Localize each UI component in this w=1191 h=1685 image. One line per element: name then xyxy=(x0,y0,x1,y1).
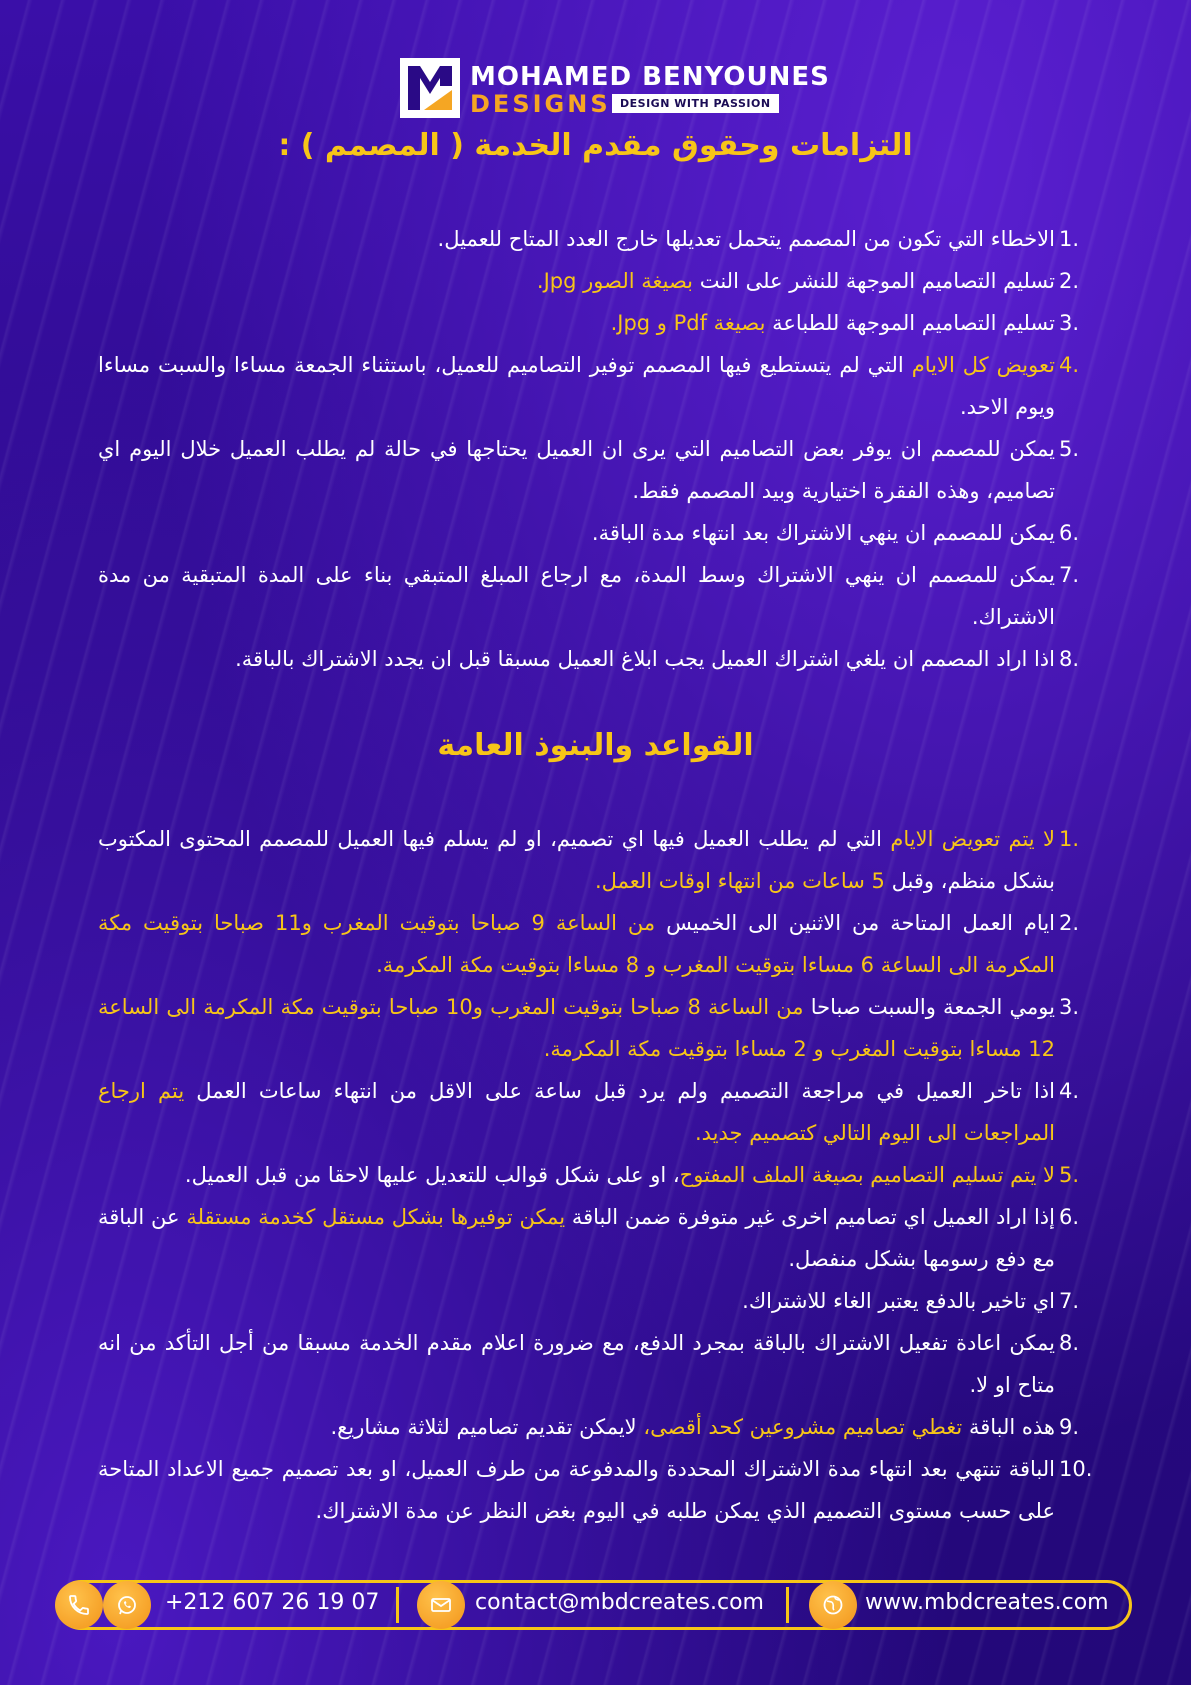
highlighted-text: يتم ارجاع المراجعات الى اليوم التالي كتصميم جديد. xyxy=(98,1079,1055,1145)
section1-title: التزامات وحقوق مقدم الخدمة ( المصمم ) : xyxy=(278,128,913,163)
item-text: هذه الباقة xyxy=(962,1415,1055,1439)
item-number: 5. xyxy=(1059,437,1080,461)
list-item xyxy=(98,344,1095,428)
contact-footer xyxy=(56,1580,1132,1630)
item-number: 6. xyxy=(1059,1205,1080,1229)
footer-divider xyxy=(786,1587,789,1623)
item-text: يمكن اعادة تفعيل الاشتراك بالباقة بمجرد الدفع، مع ضرورة اعلام مقدم الخدمة مسبقا من أجل التأكد من انه متاح او لا. xyxy=(98,1331,1055,1397)
item-number: 2. xyxy=(1059,911,1080,935)
item-number: 6. xyxy=(1059,521,1080,545)
item-text: ايام العمل المتاحة من الاثنين الى الخميس xyxy=(655,911,1055,935)
brand-header xyxy=(0,56,1191,126)
item-text: الباقة تنتهي بعد انتهاء مدة الاشتراك المحددة والمدفوعة من طرف العميل، او بعد تصميم جميع الاعداد المتاحة على حسب مستوى التصميم الذي يمكن طلبه في اليوم بغض النظر عن مدة الاشتراك. xyxy=(98,1457,1055,1523)
list-item xyxy=(98,818,1095,902)
list-item xyxy=(98,986,1095,1070)
list-item xyxy=(98,302,1095,344)
item-number: 1. xyxy=(1059,227,1080,251)
section2-list xyxy=(98,818,1095,1532)
item-number: 10. xyxy=(1059,1457,1093,1481)
item-number: 4. xyxy=(1059,1079,1080,1103)
footer-divider xyxy=(396,1587,399,1623)
list-item xyxy=(98,1280,1095,1322)
highlighted-text: من الساعة 9 صباحا بتوقيت المغرب و11 صباحا بتوقيت مكة المكرمة الى الساعة 6 مساءا بتوقيت المغرب و 8 مساءا بتوقيت مكة المكرمة. xyxy=(98,911,1055,977)
brand-tagline: DESIGN WITH PASSION xyxy=(612,94,779,113)
whatsapp-icon[interactable] xyxy=(103,1581,151,1629)
item-text: عن الباقة مع دفع رسومها بشكل منفصل. xyxy=(98,1205,1055,1271)
item-text: إذا اراد العميل اي تصاميم اخرى غير متوفرة ضمن الباقة xyxy=(565,1205,1055,1229)
list-item xyxy=(98,554,1095,638)
list-item xyxy=(98,902,1095,986)
highlighted-text: من الساعة 8 صباحا بتوقيت المغرب و10 صباحا بتوقيت مكة المكرمة الى الساعة 12 مساءا بتوقيت المغرب و 2 مساءا بتوقيت مكة المكرمة. xyxy=(98,995,1055,1061)
highlighted-text: بصيغة Pdf و Jpg. xyxy=(610,311,766,335)
website-url[interactable]: www.mbdcreates.com xyxy=(865,1590,1109,1615)
highlighted-text: يمكن توفيرها بشكل مستقل كخدمة مستقلة xyxy=(186,1205,566,1229)
list-item xyxy=(98,1406,1095,1448)
list-item xyxy=(98,1070,1095,1154)
list-item xyxy=(98,1448,1095,1532)
brand-name: MOHAMED BENYOUNES xyxy=(470,62,830,92)
globe-icon[interactable] xyxy=(809,1581,857,1629)
item-number: 7. xyxy=(1059,563,1080,587)
highlighted-text: لا يتم تسليم التصاميم بصيغة الملف المفتوح xyxy=(679,1163,1055,1187)
highlighted-text: 5 ساعات من انتهاء اوقات العمل. xyxy=(594,869,885,893)
highlighted-text: بصيغة الصور Jpg. xyxy=(536,269,694,293)
section1-list xyxy=(98,218,1095,680)
item-text: الاخطاء التي تكون من المصمم يتحمل تعديلها خارج العدد المتاح للعميل. xyxy=(437,227,1055,251)
item-text: يمكن للمصمم ان يوفر بعض التصاميم التي يرى ان العميل يحتاجها في حالة لم يطلب العميل خلال اليوم اي تصاميم، وهذه الفقرة اختيارية وبيد المصمم فقط. xyxy=(98,437,1055,503)
item-text: لايمكن تقديم تصاميم لثلاثة مشاريع. xyxy=(330,1415,644,1439)
section2-title: القواعد والبنوذ العامة xyxy=(437,728,754,763)
item-number: 3. xyxy=(1059,311,1080,335)
brand-subname: DESIGNS xyxy=(470,90,611,118)
list-item xyxy=(98,512,1095,554)
highlighted-text: لا يتم تعويض الايام xyxy=(890,827,1055,851)
item-number: 9. xyxy=(1059,1415,1080,1439)
brand-logo-icon xyxy=(398,56,462,120)
list-item xyxy=(98,1154,1095,1196)
list-item xyxy=(98,638,1095,680)
item-text: اذا تاخر العميل في مراجعة التصميم ولم يرد قبل ساعة على الاقل من انتهاء ساعات العمل xyxy=(184,1079,1055,1103)
highlighted-text: تغطي تصاميم مشروعين كحد أقصى، xyxy=(643,1415,963,1439)
highlighted-text: تعويض كل الايام xyxy=(911,353,1055,377)
item-text: اي تاخير بالدفع يعتبر الغاء للاشتراك. xyxy=(742,1289,1055,1313)
item-number: 5. xyxy=(1059,1163,1080,1187)
item-number: 3. xyxy=(1059,995,1080,1019)
item-text: تسليم التصاميم الموجهة للنشر على النت xyxy=(693,269,1055,293)
list-item xyxy=(98,260,1095,302)
list-item xyxy=(98,1196,1095,1280)
item-text: التي لم يطلب العميل فيها اي تصميم، او لم يسلم فيها العميل للمصمم المحتوى المكتوب بشكل منظم، وقبل xyxy=(98,827,1055,893)
item-text: التي لم يتستطيع فيها المصمم توفير التصاميم للعميل، باستثناء الجمعة مساءا والسبت مساءا ويوم الاحد. xyxy=(98,353,1055,419)
item-number: 2. xyxy=(1059,269,1080,293)
list-item xyxy=(98,1322,1095,1406)
item-text: يمكن للمصمم ان ينهي الاشتراك بعد انتهاء مدة الباقة. xyxy=(591,521,1055,545)
item-text: ، او على شكل قوالب للتعديل عليها لاحقا من قبل العميل. xyxy=(184,1163,680,1187)
list-item xyxy=(98,428,1095,512)
mail-icon[interactable] xyxy=(417,1581,465,1629)
email-address[interactable]: contact@mbdcreates.com xyxy=(475,1590,764,1615)
item-number: 7. xyxy=(1059,1289,1080,1313)
item-text: يمكن للمصمم ان ينهي الاشتراك وسط المدة، مع ارجاع المبلغ المتبقي بناء على المدة المتبقية من مدة الاشتراك. xyxy=(98,563,1055,629)
item-number: 8. xyxy=(1059,1331,1080,1355)
item-text: تسليم التصاميم الموجهة للطباعة xyxy=(765,311,1055,335)
item-text: اذا اراد المصمم ان يلغي اشتراك العميل يجب ابلاغ العميل مسبقا قبل ان يجدد الاشتراك بالباقة. xyxy=(235,647,1055,671)
item-text: يومي الجمعة والسبت صباحا xyxy=(803,995,1055,1019)
list-item xyxy=(98,218,1095,260)
item-number: 8. xyxy=(1059,647,1080,671)
phone-number[interactable]: +212 607 26 19 07 xyxy=(165,1590,380,1615)
phone-icon[interactable] xyxy=(55,1581,103,1629)
item-number: 1. xyxy=(1059,827,1080,851)
item-number: 4. xyxy=(1059,353,1080,377)
